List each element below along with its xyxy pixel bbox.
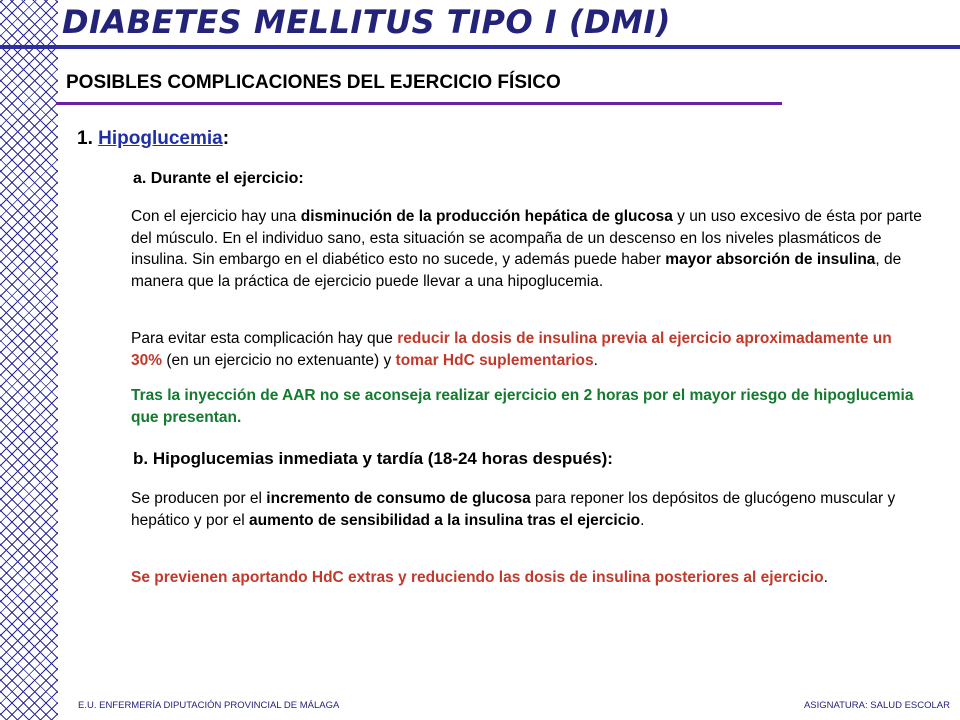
- section-number: 1.: [77, 128, 93, 149]
- text-span: , de manera que la práctica de ejercicio puede llevar a una hipoglucemia.: [131, 251, 902, 290]
- red-highlight: tomar HdC suplementarios: [395, 351, 594, 369]
- paragraph-a2: [131, 328, 911, 371]
- slide-title: DIABETES MELLITUS TIPO I (DMI): [62, 3, 671, 41]
- text-span: para reponer los depósitos de glucógeno muscular y hepático y por el: [131, 490, 896, 529]
- section-suffix: :: [222, 128, 230, 149]
- footer-right: ASIGNATURA: SALUD ESCOLAR: [803, 700, 950, 711]
- bold-text: mayor absorción de insulina: [665, 251, 876, 268]
- text-span: Con el ejercicio hay una: [131, 208, 301, 225]
- paragraph-b2: [131, 567, 911, 589]
- text-span: .: [640, 511, 645, 529]
- paragraph-b1: [131, 488, 911, 531]
- title-divider: [0, 45, 960, 49]
- slide-subtitle: POSIBLES COMPLICACIONES DEL EJERCICIO FÍSICO: [66, 72, 561, 93]
- text-span: (en un ejercicio no extenuante) y: [162, 351, 396, 369]
- text-span: Se producen por el: [131, 490, 267, 507]
- bold-text: disminución de la producción hepática de glucosa: [300, 208, 673, 225]
- text-span: .: [823, 569, 828, 586]
- text-span: .: [593, 351, 598, 369]
- subheading-b: b. Hipoglucemias inmediata y tardía (18-24 horas después):: [133, 449, 613, 468]
- red-highlight: Se previenen aportando HdC extras y reduciendo las dosis de insulina posteriores al ejercicio: [131, 569, 824, 586]
- bold-text: aumento de sensibilidad a la insulina tras el ejercicio: [249, 511, 641, 529]
- section-heading: [77, 128, 229, 150]
- section-name-link[interactable]: Hipoglucemia: [98, 128, 223, 149]
- red-highlight: reducir la dosis de insulina previa al ejercicio aproximadamente un 30%: [131, 330, 892, 369]
- paragraph-a3-warning: Tras la inyección de AAR no se aconseja realizar ejercicio en 2 horas por el mayor riesgo de hipoglucemia que presentan.: [131, 387, 914, 426]
- subheading-a: a. Durante el ejercicio:: [133, 170, 304, 187]
- decorative-side-pattern: [0, 0, 58, 720]
- text-span: y un uso excesivo de ésta por parte del músculo. En el individuo sano, esta situación se acompaña de un descenso en los niveles plasmáticos de insulina. Sin embargo en el diabético esto no sucede, y además puede haber: [131, 208, 922, 268]
- bold-text: incremento de consumo de glucosa: [266, 490, 531, 507]
- subtitle-divider: [56, 102, 782, 105]
- paragraph-a1: [131, 206, 931, 292]
- text-span: Para evitar esta complicación hay que: [131, 330, 398, 347]
- footer-left: E.U. ENFERMERÍA DIPUTACIÓN PROVINCIAL DE MÁLAGA: [78, 700, 340, 711]
